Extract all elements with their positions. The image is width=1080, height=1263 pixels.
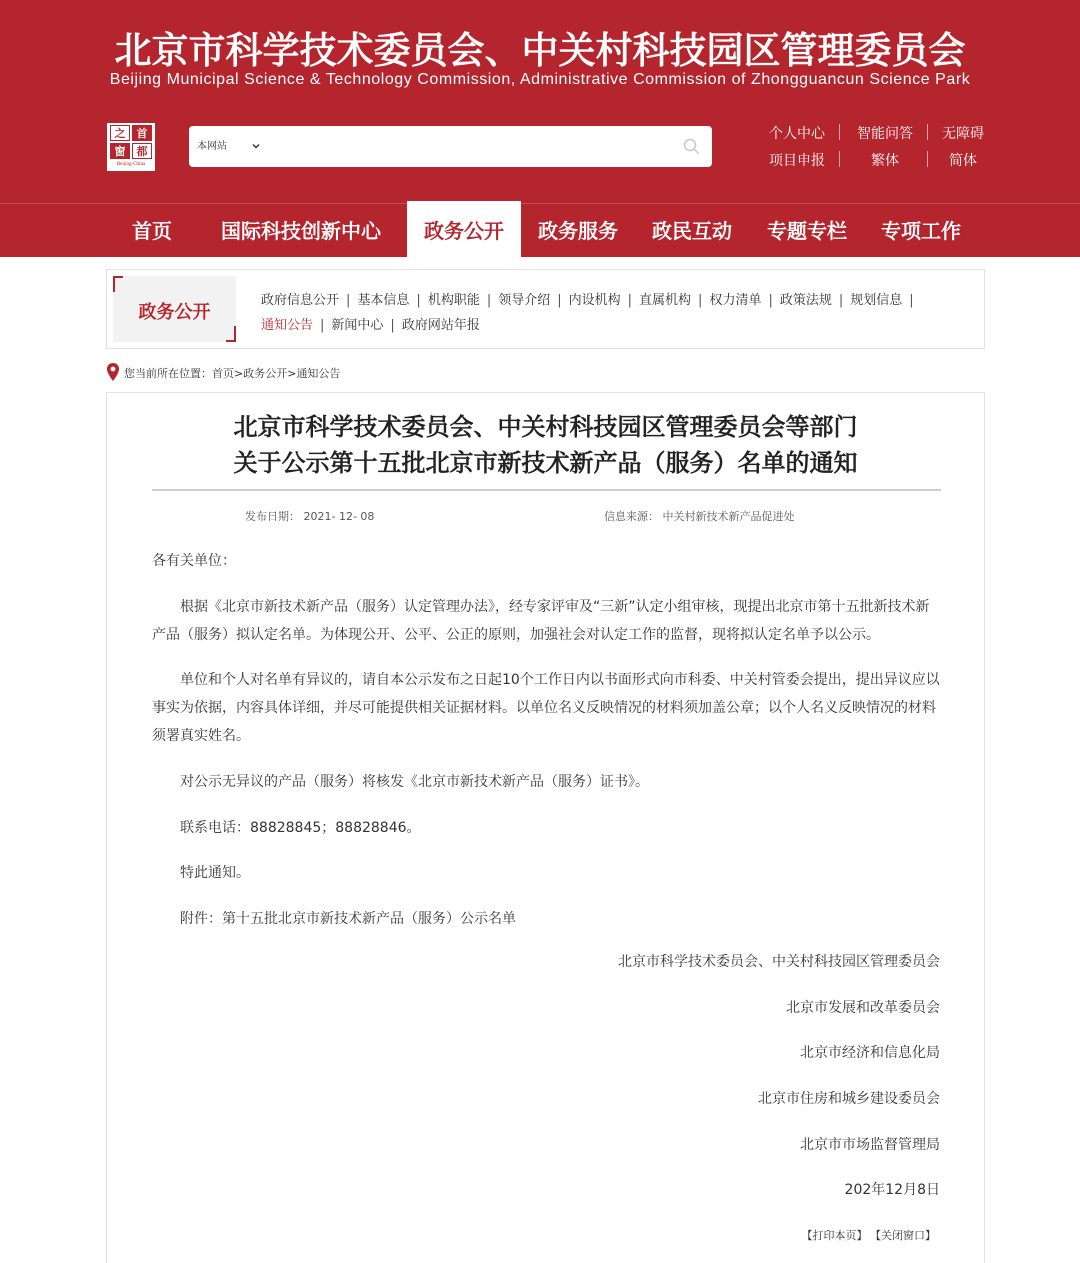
article-title-line: 北京市科学技术委员会、中关村科技园区管理委员会等部门 [233,413,858,441]
logo-char: 窗 [110,143,130,159]
breadcrumb-section[interactable]: 政务公开 [243,367,288,380]
corner-decoration [226,326,236,342]
site-header [0,0,1080,203]
traditional-chinese-link[interactable]: 繁体 [871,153,899,169]
section-badge [113,276,236,342]
personal-center-link[interactable]: 个人中心 [769,126,825,142]
paragraph: 特此通知。 [180,865,250,881]
info-source-label: 信息来源： [604,510,659,523]
divider [927,151,928,167]
article-title-line: 关于公示第十五批北京市新技术新产品（服务）名单的通知 [233,449,858,477]
publish-date-value: 2021- 12- 08 [303,510,375,523]
logo-char: 之 [110,125,130,141]
project-report-link[interactable]: 项目申报 [769,153,825,169]
paragraph: 根据《北京市新技术新产品（服务）认定管理办法》，经专家评审及“三新”认定小组审核，现提出北京市第十五批新技术新产品（服务）拟认定名单。为体现公开、公平、公正的原则，加强社会对认定工作的监督，现将拟认定名单予以公示。 [152,599,930,643]
nav-item-topics[interactable]: 专题专栏 [767,219,847,243]
divider [927,124,928,140]
nav-item-gov-services[interactable]: 政务服务 [538,219,618,243]
attachment-link[interactable]: 附件：第十五批北京市新技术新产品（服务）公示名单 [180,911,516,927]
subnav-link[interactable]: 政策法规 [779,293,832,308]
breadcrumb-prefix: 您当前所在位置： [124,367,212,380]
nav-item-intl-innovation[interactable]: 国际科技创新中心 [221,219,381,243]
title-divider [152,489,941,491]
paragraph: 单位和个人对名单有异议的，请自本公示发布之日起10个工作日内以书面形式向市科委、中关村管委会提出，提出异议应以事实为依据，内容具体详细，并尽可能提供相关证据材料。以单位名义反映情况的材料须加盖公章；以个人名义反映情况的材料须署真实姓名。 [152,672,940,744]
article-actions [794,1227,937,1243]
search-icon[interactable] [683,138,700,155]
logo-subtext: Beijing-China [116,162,146,167]
divider [839,124,840,140]
article-title [107,409,984,481]
search-scope-select[interactable]: 本网站 [197,141,227,152]
smart-qa-link[interactable]: 智能问答 [857,126,913,142]
sign-date: 202年12月8日 [844,1182,940,1198]
logo-char: 首 [132,125,152,141]
search-box [189,126,712,167]
subnav-link-current[interactable]: 通知公告 [261,318,314,333]
capital-window-logo[interactable] [107,123,155,171]
subnav-link[interactable]: 内设机构 [568,293,621,308]
info-source-value: 中关村新技术新产品促进处 [662,510,795,523]
logo-char: 都 [132,143,152,159]
publish-date [245,508,374,524]
nav-item-gov-affairs-open[interactable]: 政务公开 [407,201,521,261]
breadcrumb-current[interactable]: 通知公告 [296,367,341,380]
site-title: 北京市科学技术委员会、中关村科技园区管理委员会 [114,29,966,72]
top-links [755,120,995,180]
simplified-chinese-link[interactable]: 简体 [949,153,977,169]
section-subnav [106,269,985,349]
info-source [604,508,795,524]
contact-phone: 联系电话：88828845；88828846。 [180,820,421,836]
section-title: 政务公开 [138,302,211,323]
subnav-link[interactable]: 基本信息 [357,293,410,308]
signatory: 北京市住房和城乡建设委员会 [758,1091,940,1107]
article [106,392,985,1263]
location-pin-icon [106,362,120,382]
paragraph: 对公示无异议的产品（服务）将核发《北京市新技术新产品（服务）证书》。 [180,774,649,790]
breadcrumb-sep: > [287,367,297,380]
main-nav [0,203,1080,257]
subnav-link[interactable]: 政府信息公开 [261,293,340,308]
subnav-links: 政府信息公开 | 基本信息 | 机构职能 | 领导介绍 | 内设机构 | 直属机构 | 权力清单 | 政策法规 | 规划信息 | 通知公告 | 新闻中心 | 政府网站年报 [261,293,914,333]
breadcrumb-home[interactable]: 首页 [212,367,234,380]
publish-date-label: 发布日期： [245,510,300,523]
signatory: 北京市市场监督管理局 [800,1137,940,1153]
signatory: 北京市经济和信息化局 [800,1045,940,1061]
nav-item-home[interactable]: 首页 [132,219,172,243]
breadcrumb-sep: > [234,367,244,380]
chevron-down-icon[interactable] [251,141,261,151]
site-subtitle: Beijing Municipal Science & Technology Commission, Administrative Commission of Zhongguancun Science Park [109,71,971,88]
signatory: 北京市发展和改革委员会 [786,1000,940,1016]
subnav-link[interactable]: 权力清单 [709,293,762,308]
nav-item-interaction[interactable]: 政民互动 [652,219,732,243]
signatory: 北京市科学技术委员会、中关村科技园区管理委员会 [618,954,940,970]
subnav-link[interactable]: 机构职能 [427,293,480,308]
corner-decoration [113,276,123,292]
subnav-link[interactable]: 规划信息 [850,293,903,308]
close-window-button[interactable]: 【关闭窗口】 [875,1229,936,1242]
accessibility-link[interactable]: 无障碍 [942,126,984,142]
nav-item-special-work[interactable]: 专项工作 [881,219,961,243]
subnav-link[interactable]: 政府网站年报 [401,318,480,333]
subnav-link[interactable]: 领导介绍 [498,293,551,308]
search-input[interactable] [279,132,659,161]
subnav-link[interactable]: 直属机构 [639,293,692,308]
divider [839,151,840,167]
salutation: 各有关单位： [152,553,236,569]
print-page-button[interactable]: 【打印本页】 [801,1229,868,1242]
subnav-link[interactable]: 新闻中心 [331,318,384,333]
